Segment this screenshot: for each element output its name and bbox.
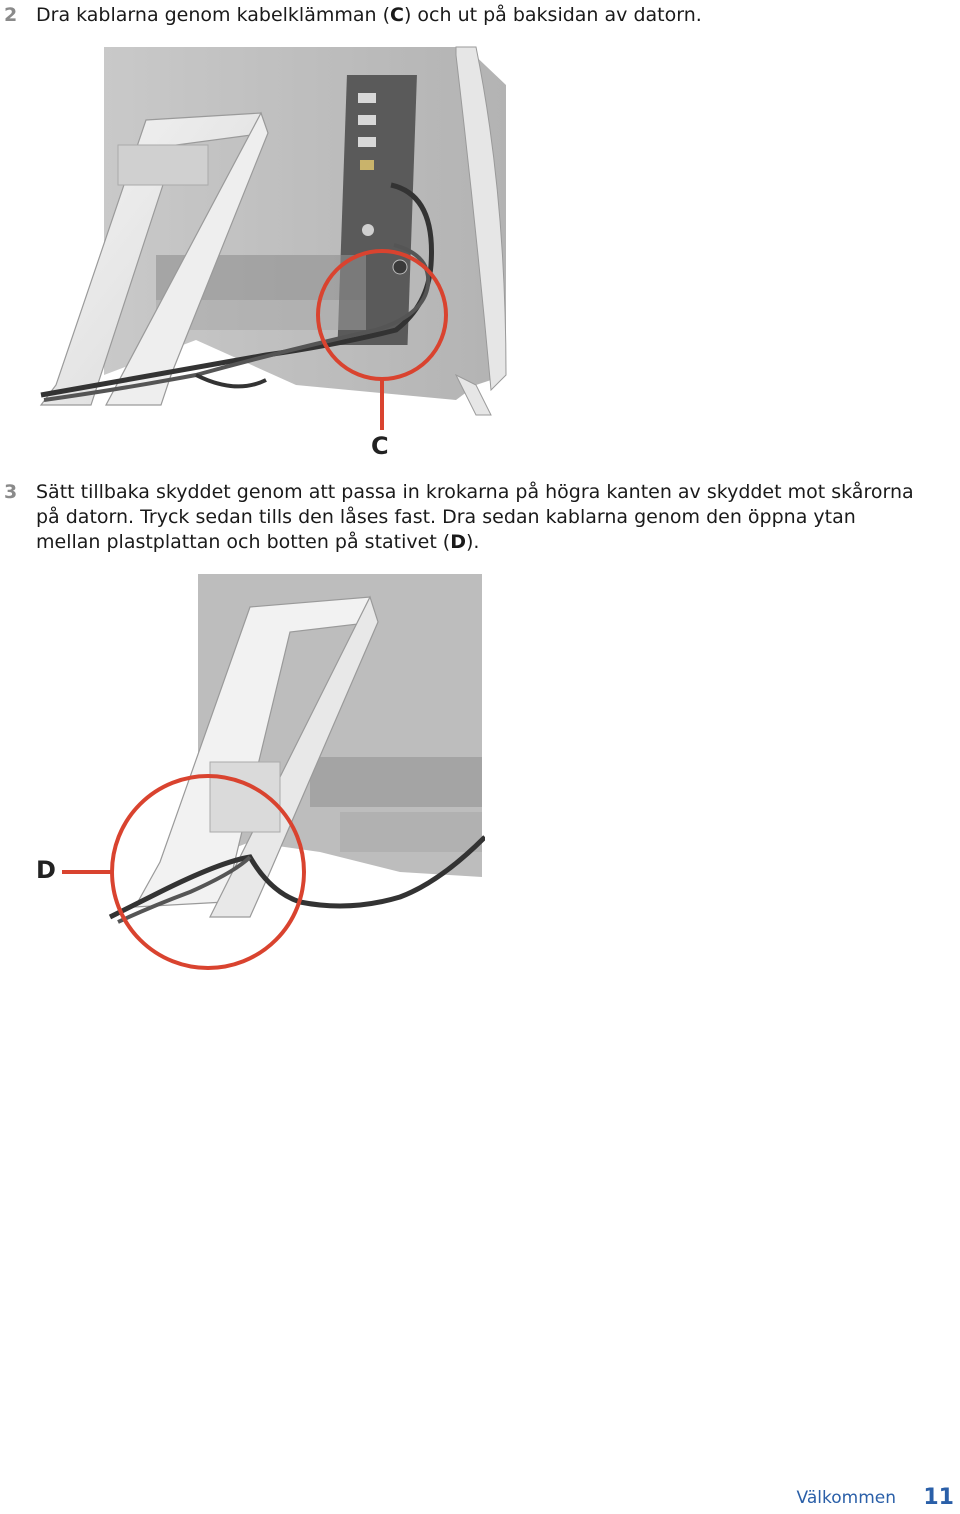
step-number: 3 [4,481,18,503]
step-text [36,3,702,28]
step-number: 2 [4,4,18,26]
callout-reference: C [390,4,404,26]
page-number: 11 [923,1485,954,1510]
stand-cable-routing-illustration [100,572,485,977]
step-text-part: ). [466,531,480,553]
callout-d-label: D [36,856,56,884]
cable-clamp-illustration [36,45,526,430]
section-title: Välkommen [796,1488,896,1508]
step-text-part: Sätt tillbaka skyddet genom att passa in krokarna på högra kanten av skyddet mot skårorna på datorn. Tryck sedan tills den låses fast. Dra sedan kablarna genom den öppna ytan mellan plastplattan och botten på stativet ( [36,481,914,553]
callout-reference: D [450,531,467,553]
callout-c-label: C [371,432,389,460]
callout-d-leader-line [62,869,114,875]
step-text [36,480,916,555]
step-text-part: ) och ut på baksidan av datorn. [403,4,702,26]
step-text-part: Dra kablarna genom kabelklämman ( [36,4,391,26]
